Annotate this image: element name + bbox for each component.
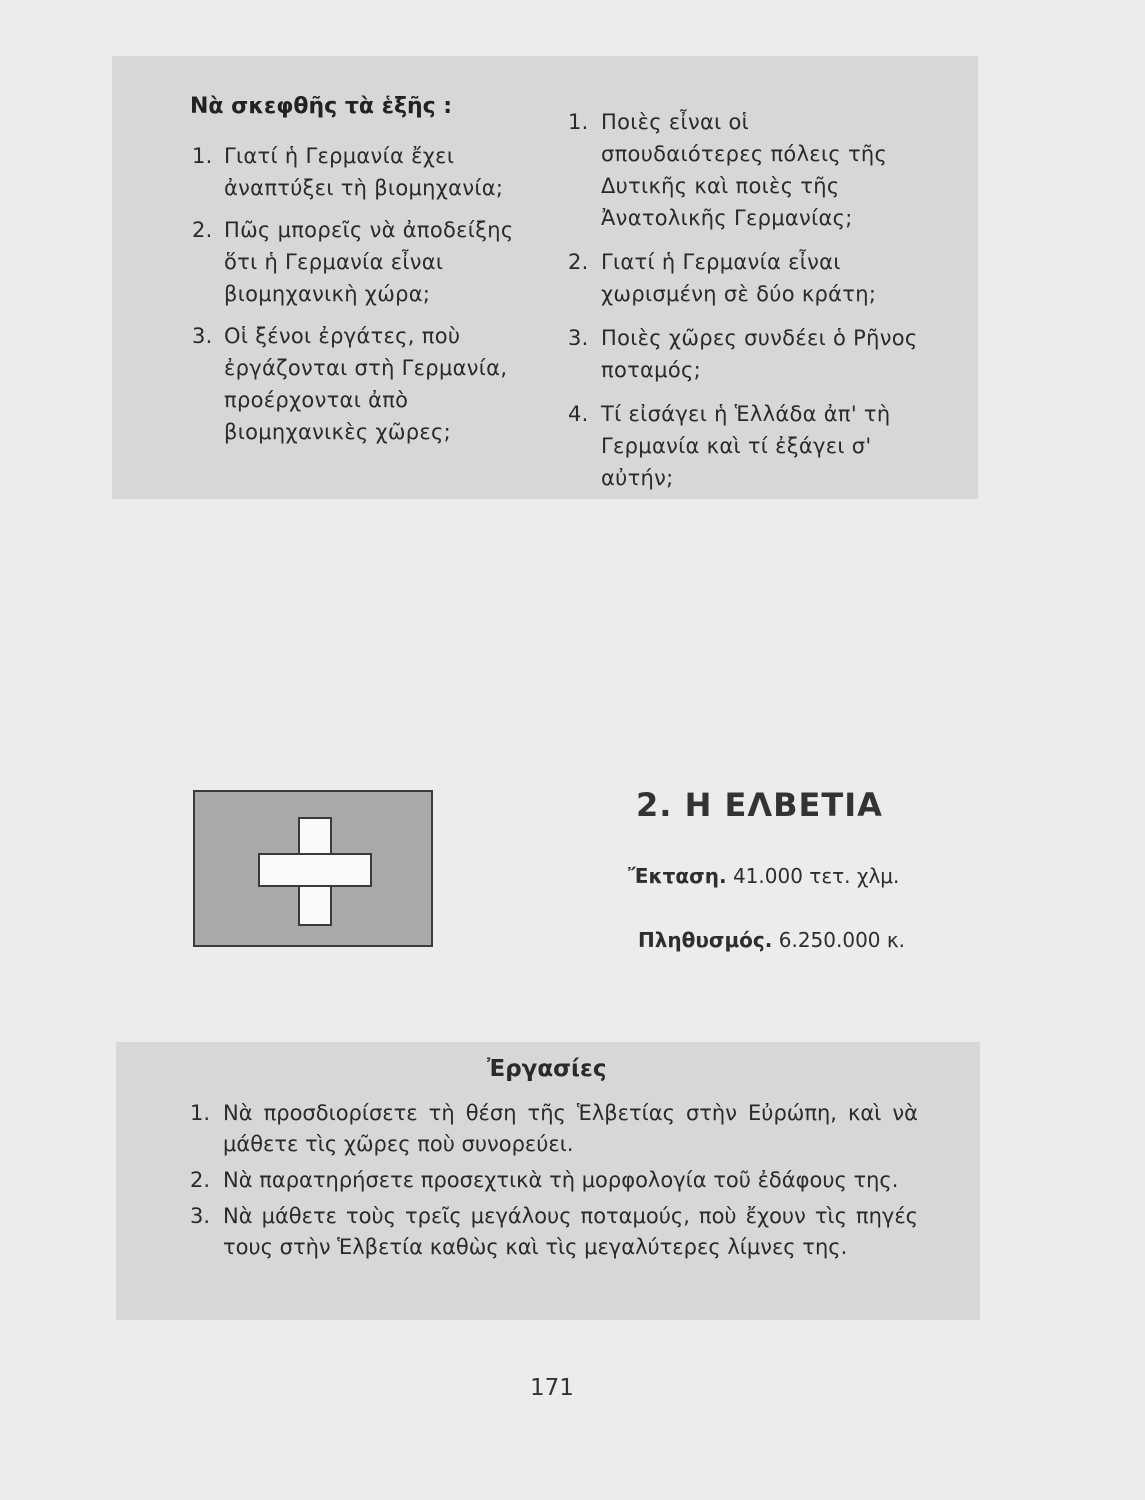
area-fact: [628, 864, 899, 888]
flag-cross-center: [300, 855, 330, 885]
list-item: 1. Γιατί ἡ Γερμανία ἔχει ἀναπτύξει τὴ βιομηχανία;: [192, 144, 504, 200]
section-title: 2. Η ΕΛΒΕΤΙΑ: [636, 786, 883, 824]
review-heading: Νὰ σκεφθῆς τὰ ἑξῆς :: [190, 94, 453, 119]
population-value: 6.250.000 κ.: [778, 928, 906, 952]
list-item: 3. Οἱ ξένοι ἐργάτες, ποὺ ἐργάζονται στὴ Γερμανία, προέρχονται ἀπὸ βιομηχανικὲς χῶρες;: [192, 324, 508, 444]
task-list: [190, 1098, 918, 1268]
tasks-title: Ἐργασίες: [487, 1056, 607, 1082]
population-label: Πληθυσμός.: [638, 928, 773, 952]
area-value: 41.000 τετ. χλμ.: [732, 864, 900, 888]
population-fact: [638, 928, 905, 952]
area-label: Ἔκταση.: [628, 864, 727, 888]
list-item: 2. Πῶς μπορεῖς νὰ ἀποδείξης ὅτι ἡ Γερμανία εἶναι βιομηχανικὴ χώρα;: [192, 218, 514, 306]
list-item: 2. Νὰ παρατηρήσετε προσεχτικὰ τὴ μορφολογία τοῦ ἐδάφους της.: [190, 1168, 899, 1192]
swiss-flag: [193, 790, 433, 947]
list-item: 3. Ποιὲς χῶρες συνδέει ὁ Ρῆνος ποταμός;: [568, 326, 918, 382]
list-item: 3. Νὰ μάθετε τοὺς τρεῖς μεγάλους ποταμούς, ποὺ ἔχουν τὶς πηγές τους στὴν Ἑλβετία καθὼς καὶ τὶς μεγαλύτερες λίμνες της.: [190, 1204, 918, 1259]
list-item: 1. Νὰ προσδιορίσετε τὴ θέση τῆς Ἑλβετίας στὴν Εὐρώπη, καὶ νὰ μάθετε τὶς χῶρες ποὺ συνορεύει.: [190, 1101, 918, 1156]
left-question-list: [192, 140, 537, 458]
right-question-list: [568, 106, 918, 506]
list-item: 1. Ποιὲς εἶναι οἱ σπουδαιότερες πόλεις τῆς Δυτικῆς καὶ ποιὲς τῆς Ἀνατολικῆς Γερμανίας;: [568, 110, 888, 230]
list-item: 2. Γιατί ἡ Γερμανία εἶναι χωρισμένη σὲ δύο κράτη;: [568, 250, 877, 306]
page-number: 171: [530, 1375, 574, 1401]
list-item: 4. Τί εἰσάγει ἡ Ἑλλάδα ἀπ' τὴ Γερμανία καὶ τί ἐξάγει σ' αὐτήν;: [568, 402, 891, 490]
